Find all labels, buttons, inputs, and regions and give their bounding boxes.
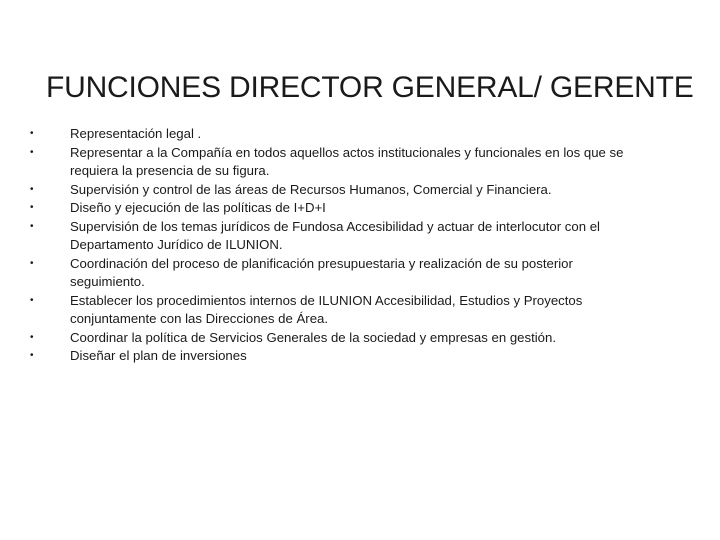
- bullet-icon: •: [30, 146, 34, 158]
- bullet-icon: •: [30, 257, 34, 269]
- list-item: [30, 255, 650, 292]
- list-item: [30, 347, 650, 366]
- list-item: [30, 292, 650, 329]
- bullet-icon: •: [30, 331, 34, 343]
- list-item: [30, 125, 650, 144]
- bullet-icon: •: [30, 294, 34, 306]
- list-item-text: Coordinación del proceso de planificación presupuestaria y realización de su posterior seguimiento.: [70, 255, 573, 289]
- bullet-icon: •: [30, 128, 34, 139]
- list-item-text: Coordinar la política de Servicios Generales de la sociedad y empresas en gestión.: [70, 329, 557, 345]
- list-item: [30, 329, 650, 348]
- list-item: [30, 218, 650, 255]
- list-item-text: Representación legal .: [70, 126, 202, 141]
- list-item: [30, 144, 650, 181]
- slide-title: FUNCIONES DIRECTOR GENERAL/ GERENTE: [46, 71, 694, 105]
- list-item-text: Representar a la Compañía en todos aquellos actos institucionales y funcionales en los que se requiera la presencia de su figura.: [70, 144, 624, 178]
- bullet-icon: •: [30, 183, 34, 195]
- bullet-icon: •: [30, 202, 34, 213]
- list-item-text: Establecer los procedimientos internos de ILUNION Accesibilidad, Estudios y Proyectos conjuntamente con las Direcciones de Área.: [70, 292, 583, 326]
- list-item-text: Diseñar el plan de inversiones: [70, 348, 247, 363]
- list-item-text: Supervisión y control de las áreas de Recursos Humanos, Comercial y Financiera.: [70, 181, 552, 197]
- list-item-text: Diseño y ejecución de las políticas de I+D+I: [70, 200, 326, 215]
- list-item-text: Supervisión de los temas jurídicos de Fundosa Accesibilidad y actuar de interlocutor con el Departamento Jurídico de ILUNION.: [70, 218, 600, 252]
- list-item: [30, 181, 650, 200]
- functions-list: [30, 125, 650, 366]
- bullet-icon: •: [30, 350, 34, 361]
- list-item: [30, 199, 650, 218]
- bullet-icon: •: [30, 220, 34, 232]
